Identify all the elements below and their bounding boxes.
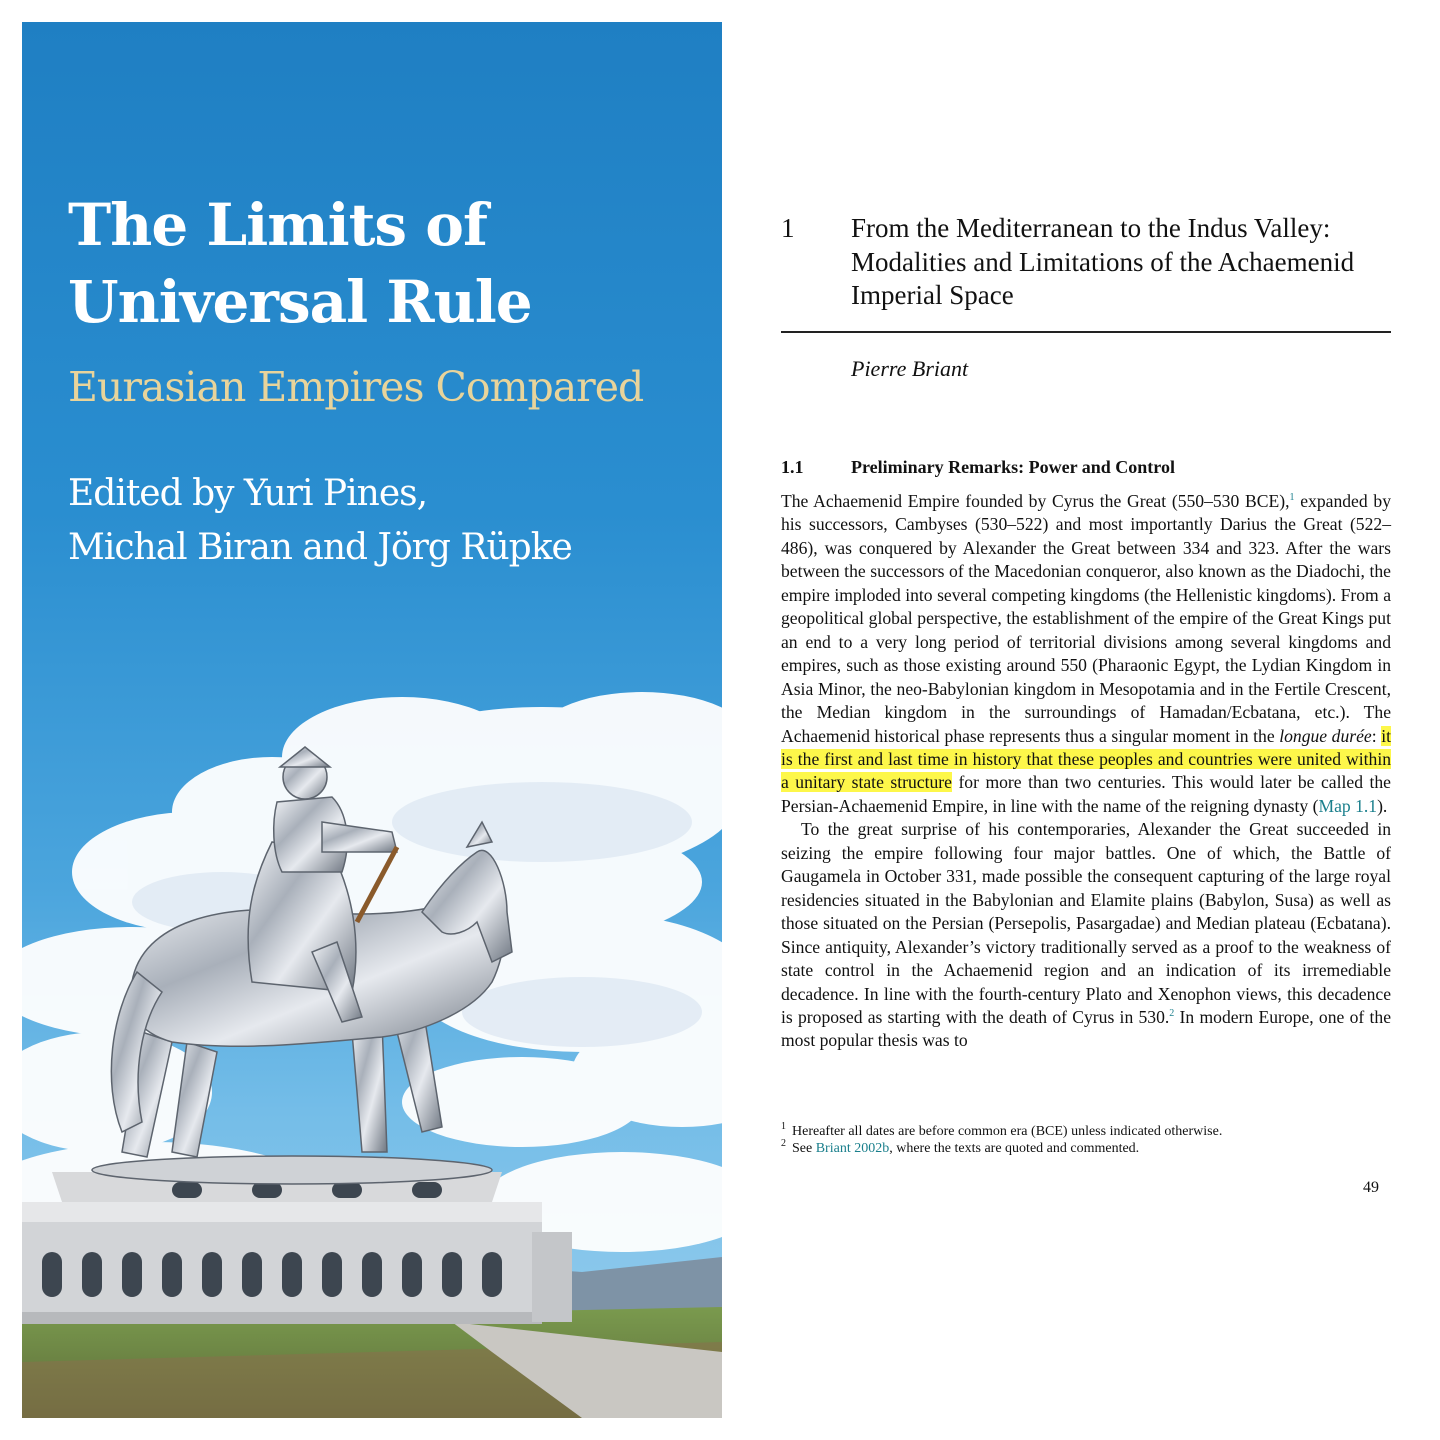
footnote-marker[interactable]: 1 [1289, 492, 1295, 504]
text-run: expanded by his successors, Cambyses (530–522) and most importantly Darius the Great (522–486), was conquered by Alexander the Great between 334 and 323. After the wars between the successors of the Macedonian conqueror, also known as the Diadochi, the empire imploded into several competing kingdoms (the Hellenistic kingdoms). From a geopolitical global perspective, the establishment of the empire of the Great Kings put an end to a very long period of territorial divisions among several kingdoms and empires, such as those existing around 550 (Pharaonic Egypt, the Lydian Kingdom in Asia Minor, the neo-Babylonian kingdom in Mesopotamia and in the Fertile Crescent, the Median kingdom in the surroundings of Hamadan/Ecbatana, etc.). The Achaemenid historical phase represents thus a singular moment in the [781, 491, 1391, 746]
text-run: To the great surprise of his contemporaries, Alexander the Great succeeded in seizing the empire following four major battles. One of which, the Battle of Gaugamela in October 331, made possible the consequent capturing of the large royal residencies situated in the Babylonian and Elamite plains (Babylon, Susa) as well as those situated on the Persian (Persepolis, Pasargadae) and Median plateau (Ecbatana). Since antiquity, Alexander’s victory traditionally served as a proof to the weakness of state control in the Achaemenid region and an indication of its irremediable decadence. In line with the fourth-century Plato and Xenophon views, this decadence is proposed as starting with the death of Cyrus in 530. [781, 819, 1391, 1027]
paragraph [781, 490, 1391, 818]
footnote [781, 1123, 1391, 1140]
cover-title [68, 187, 688, 341]
footnotes [781, 1123, 1391, 1157]
italic-text: longue durée [1279, 725, 1372, 746]
text-run: : [1371, 725, 1382, 746]
chapter-author: Pierre Briant [851, 356, 969, 381]
chapter-title-line: Imperial Space [851, 280, 1014, 310]
chapter-number: 1 [781, 213, 795, 243]
paragraph [781, 818, 1391, 1053]
highlighted-text: it is the first and last time in history that these peoples and countries were united within a unitary state structure [781, 725, 1391, 793]
footnote-text: Hereafter all dates are before common era (BCE) unless indicated otherwise. [792, 1124, 1223, 1139]
chapter-title [851, 212, 1411, 313]
footnote [781, 1140, 1391, 1157]
cover-editors-line: Edited by Yuri Pines, [68, 473, 428, 514]
footnote-marker[interactable]: 2 [1169, 1008, 1175, 1020]
body-text [781, 490, 1391, 1053]
page-number: 49 [1363, 1179, 1379, 1196]
chapter-title-line: From the Mediterranean to the Indus Valley: [851, 213, 1331, 243]
footnote-number: 1 [781, 1121, 786, 1133]
map-reference-link[interactable]: Map 1.1 [1318, 795, 1378, 816]
footnote-number: 2 [781, 1138, 786, 1150]
section-title: Preliminary Remarks: Power and Control [851, 457, 1175, 477]
chapter-divider [781, 331, 1391, 333]
text-run: The Achaemenid Empire founded by Cyrus the Great (550–530 BCE), [781, 491, 1290, 511]
text-run: for more than two centuries. This would later be called the Persian-Achaemenid Empire, in line with the name of the reigning dynasty ( [781, 772, 1391, 816]
book-cover [22, 22, 722, 1418]
cover-subtitle: Eurasian Empires Compared [68, 363, 644, 411]
section-number: 1.1 [781, 457, 804, 477]
chapter-title-line: Modalities and Limitations of the Achaemenid [851, 246, 1355, 277]
citation-link[interactable]: Briant 2002b [815, 1141, 890, 1156]
footnote-text: See [792, 1141, 816, 1156]
cover-editors [68, 467, 688, 575]
footnote-text: , where the texts are quoted and commented. [889, 1141, 1140, 1156]
cover-title-line: Universal Rule [68, 268, 532, 336]
cover-title-line: The Limits of [68, 191, 487, 259]
cover-editors-line: Michal Biran and Jörg Rüpke [68, 527, 572, 568]
book-page [743, 180, 1418, 1200]
text-run: In modern Europe, one of the most popular thesis was to [781, 1006, 1392, 1051]
text-run: ). [1377, 795, 1388, 816]
monument-building [22, 1172, 572, 1324]
